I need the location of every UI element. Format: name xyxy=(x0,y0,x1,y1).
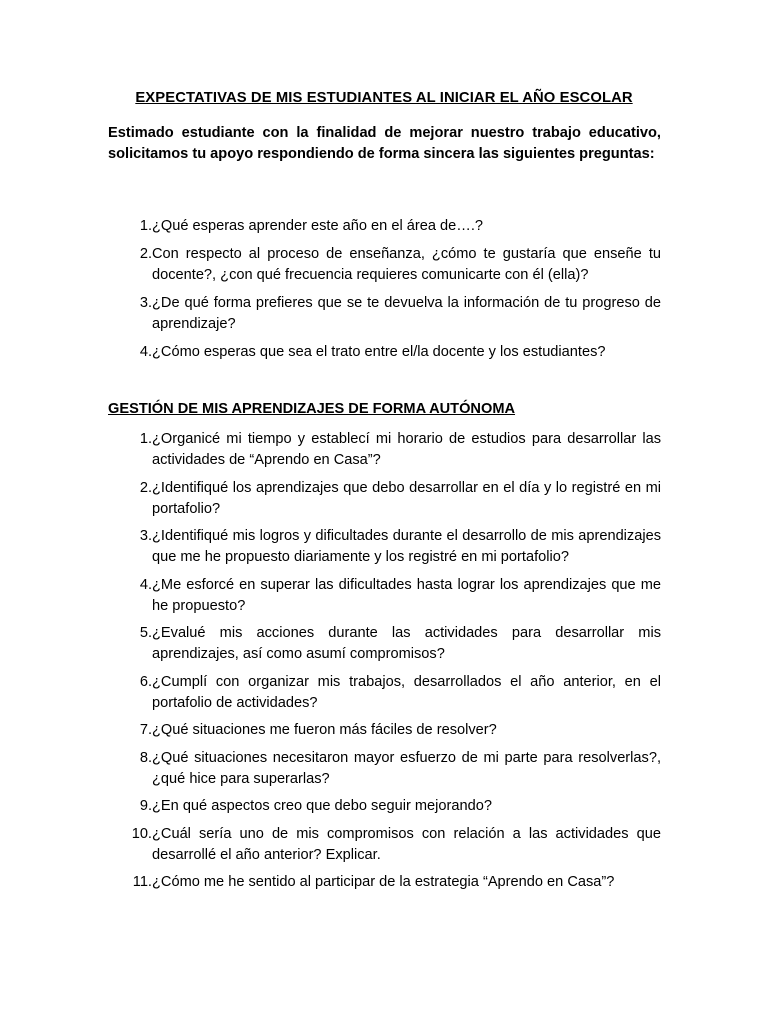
question-number: 3. xyxy=(139,528,152,544)
question-item xyxy=(108,293,661,335)
section-title-autonomous-learning: GESTIÓN DE MIS APRENDIZAJES DE FORMA AUTÓNOMA xyxy=(108,401,516,417)
question-text: ¿De qué forma prefieres que se te devuelva la información de tu progreso de aprendizaje? xyxy=(152,295,661,332)
question-text: ¿Qué situaciones necesitaron mayor esfuerzo de mi parte para resolverlas?, ¿qué hice para superarlas? xyxy=(152,749,661,787)
question-item xyxy=(108,748,661,790)
question-number: 8. xyxy=(139,749,152,766)
question-text: ¿Qué situaciones me fueron más fáciles de resolver? xyxy=(152,722,497,738)
question-number: 7. xyxy=(139,722,152,738)
question-number: 3. xyxy=(139,295,152,311)
question-text: ¿Evalué mis acciones durante las actividades para desarrollar mis aprendizajes, así como asumí compromisos? xyxy=(152,625,661,662)
question-number: 6. xyxy=(139,673,152,690)
question-number: 2. xyxy=(139,246,152,262)
question-number: 9. xyxy=(139,798,152,814)
intro-paragraph: Estimado estudiante con la finalidad de mejorar nuestro trabajo educativo, solicitamos tu apoyo respondiendo de forma sincera las siguientes preguntas: xyxy=(108,125,661,162)
question-item xyxy=(108,244,661,286)
document-title: EXPECTATIVAS DE MIS ESTUDIANTES AL INICIAR EL AÑO ESCOLAR xyxy=(135,90,633,106)
question-item xyxy=(108,824,661,866)
question-item xyxy=(108,526,661,568)
question-item xyxy=(108,342,661,363)
question-item xyxy=(108,429,661,471)
question-text: ¿En qué aspectos creo que debo seguir mejorando? xyxy=(152,798,492,814)
question-item xyxy=(108,216,661,237)
question-item xyxy=(108,872,661,893)
question-number: 2. xyxy=(139,479,152,496)
question-item xyxy=(108,478,661,520)
question-item xyxy=(108,672,661,714)
question-text: ¿Identifiqué mis logros y dificultades durante el desarrollo de mis aprendizajes que me he propuesto diariamente y los registré en mi portafolio? xyxy=(152,528,661,565)
question-number: 1. xyxy=(139,218,152,234)
question-text: ¿Identifiqué los aprendizajes que debo desarrollar en el día y lo registré en mi portafolio? xyxy=(152,479,661,517)
question-number: 11. xyxy=(132,874,152,890)
question-number: 1. xyxy=(139,431,152,447)
question-text: ¿Me esforcé en superar las dificultades hasta lograr los aprendizajes que me he propuesto? xyxy=(152,576,661,614)
question-number: 4. xyxy=(139,344,152,360)
question-number: 5. xyxy=(139,625,152,641)
question-item xyxy=(108,623,661,665)
question-text: ¿Cómo me he sentido al participar de la estrategia “Aprendo en Casa”? xyxy=(152,874,615,890)
question-item xyxy=(108,796,661,817)
question-text: Con respecto al proceso de enseñanza, ¿cómo te gustaría que enseñe tu docente?, ¿con qué frecuencia requieres comunicarte con él (ella)? xyxy=(152,246,661,283)
question-item xyxy=(108,575,661,617)
question-text: ¿Cuál sería uno de mis compromisos con relación a las actividades que desarrollé el año anterior? Explicar. xyxy=(152,825,661,863)
question-text: ¿Cómo esperas que sea el trato entre el/la docente y los estudiantes? xyxy=(152,344,606,360)
question-number: 10. xyxy=(131,825,152,842)
question-text: ¿Organicé mi tiempo y establecí mi horario de estudios para desarrollar las actividades de “Aprendo en Casa”? xyxy=(152,431,661,468)
question-text: ¿Qué esperas aprender este año en el área de….? xyxy=(152,218,484,234)
expectations-question-list xyxy=(108,216,661,370)
question-item xyxy=(108,720,661,741)
autonomous-learning-question-list xyxy=(108,429,661,900)
question-number: 4. xyxy=(139,576,152,593)
question-text: ¿Cumplí con organizar mis trabajos, desarrollados el año anterior, en el portafolio de actividades? xyxy=(152,673,661,711)
